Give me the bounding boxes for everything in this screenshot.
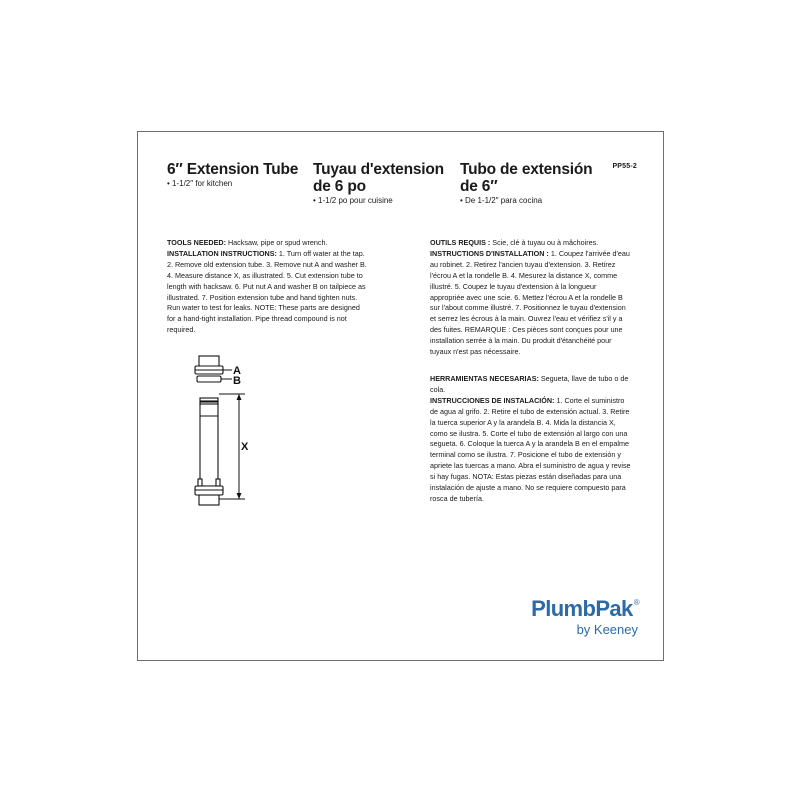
english-install-text: 1. Turn off water at the tap. 2. Remove old extension tube. 3. Remove nut A and washer B. 4. Measure distance X, as illustrated. 5. Cut extension tube to length with hacksaw. 6. Put nut A and washer B on tailpiece as illustrated. 7. Position extension tube and hand tighten nuts. Run water to test for leaks. NOTE: These parts are designed for a hand-tight installation. Pipe thread compound is not required. [167,248,367,335]
french-instructions [430,238,632,358]
label-x: X [241,441,249,453]
spanish-header [460,161,610,206]
registered-mark: ® [633,598,639,607]
french-title-line1: Tuyau d'extension [313,161,444,178]
english-instructions [167,238,369,336]
spanish-instructions [430,374,632,505]
spanish-install-label: INSTRUCCIONES DE INSTALACIÓN: [430,395,555,405]
product-code: PP55-2 [612,163,637,170]
extension-tube-diagram [165,354,280,514]
arrow-down-icon [237,493,242,499]
label-a: A [233,365,241,377]
french-tools-label: OUTILS REQUIS : [430,238,491,247]
french-subtitle: • 1-1/2 po pour cuisine [313,196,393,205]
upper-ridge [200,398,218,401]
label-b: B [233,375,241,387]
french-install-label: INSTRUCTIONS D'INSTALLATION : [430,248,549,258]
english-subtitle: • 1-1/2″ for kitchen [167,179,233,188]
logo-brand [531,596,638,622]
spanish-title-line2: de 6″ [460,178,498,195]
english-tools-label: TOOLS NEEDED: [167,238,226,247]
instruction-card [137,131,664,661]
english-tools-text: Hacksaw, pipe or spud wrench. [225,238,328,247]
french-install-text: 1. Coupez l'arrivée d'eau au robinet. 2. Retirez l'ancien tuyau d'extension. 3. Retirez l'écrou A et la rondelle B. 4. Mesurez la distance X, comme illustré. 5. Coupez le tuyau d'extension à la longueur appropriée avec une scie. 6. Mettez l'écrou A et la rondelle B sur l'about comme illustré. 7. Positionnez le tuyau d'extension et serrez les écrous à la main. Ouvrez l'eau et vérifiez s'il y a des fuites. REMARQUE : Ces pièces sont conçues pour une installation serrée à la main. Du produit d'étanchéité pour tuyaux n'est pas nécessaire. [430,248,630,357]
logo-brand-text: PlumbPak [531,596,633,621]
plumbpak-logo [531,596,638,637]
spanish-tools-text: Segueta, llave de tubo o de cola. [430,374,629,394]
french-header [313,161,463,206]
spanish-tools-label: HERRAMIENTAS NECESARIAS: [430,374,539,383]
french-tools-text: Scie, clé à tuyau ou à mâchoires. [490,238,599,247]
english-install-label: INSTALLATION INSTRUCTIONS: [167,248,277,258]
logo-tagline: by Keeney [576,622,638,637]
spanish-subtitle: • De 1-1/2″ para cocina [460,196,543,205]
washer-b [197,376,221,382]
english-header [167,161,307,189]
spanish-title-line1: Tubo de extensión [460,161,593,178]
english-title: 6″ Extension Tube [167,161,299,178]
arrow-up-icon [237,394,242,400]
tailpiece [199,356,219,367]
spanish-install-text: 1. Corte el suministro de agua al grifo. 2. Retire el tubo de extensión actual. 3. Retire la tuerca superior A y la arandela B. 4. Mida la distancia X, como se ilustra. 5. Corte el tubo de extensión al largo con una segueta. 6. Coloque la tuerca A y la arandela B en el empalme terminal como se ilustra. 7. Posicione el tubo de extensión y apriete las tuercas a mano. Abra el suministro de agua y revise si hay fugas. NOTA: Estas piezas están diseñadas para una instalación de ajuste a mano. No se requiere compuesto para rosca de tubería. [430,395,631,503]
french-title-line2: de 6 po [313,178,366,195]
